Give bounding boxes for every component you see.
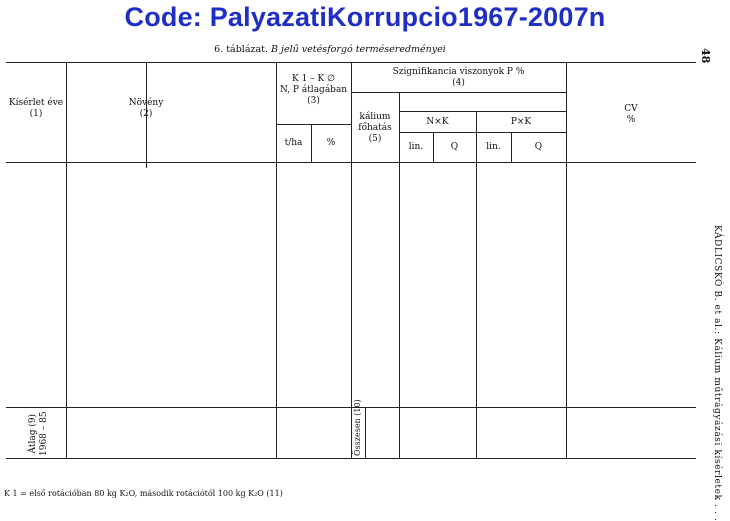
- header-cv: CV %: [624, 104, 638, 125]
- column-divider: [276, 162, 277, 458]
- column-divider: [476, 162, 477, 458]
- table-footnote: K 1 = első rotációban 80 kg K₂O, második rotációtól 100 kg K₂O (11): [4, 489, 283, 498]
- overall-label: Összesen (10): [353, 399, 362, 457]
- caption-title: B jelű vetésforgó terméseredményei: [271, 44, 446, 55]
- page-number: 48: [699, 48, 712, 64]
- column-divider: [566, 162, 567, 458]
- header-nxk-lin: lin.: [408, 142, 424, 152]
- header-crop: Növény (2): [128, 98, 164, 119]
- results-table: [6, 60, 696, 480]
- header-nxk: N×K: [426, 117, 449, 127]
- header-t-ha: t/ha: [284, 138, 303, 148]
- column-divider: [365, 407, 366, 458]
- rule-line: [399, 132, 566, 133]
- rule-line: [6, 458, 696, 459]
- header-pxk-lin: lin.: [486, 142, 501, 152]
- caption-prefix: 6. táblázat.: [214, 44, 269, 55]
- column-divider: [351, 162, 352, 458]
- header-year: Kísérlet éve (1): [8, 98, 64, 119]
- document-banner: Code: PalyazatiKorrupcio1967-2007n: [124, 2, 606, 32]
- header-significance: Szignifikancia viszonyok P % (4): [392, 67, 525, 88]
- header-pxk: P×K: [510, 117, 532, 127]
- column-divider: [66, 162, 67, 458]
- column-divider: [399, 162, 400, 458]
- rule-line: [399, 111, 566, 112]
- header-nxk-q: Q: [450, 142, 459, 152]
- table-caption: [0, 44, 660, 55]
- rule-line: [276, 124, 351, 125]
- header-k-difference: K 1 – K ∅ N, P átlagában (3): [279, 74, 348, 106]
- running-side-title: KÁDLICSKÓ B. et al.: Kálium műtrágyázási kísérletek . . .: [712, 225, 722, 521]
- rule-line: [351, 92, 566, 93]
- header-potassium-main-effect: kálium főhatás (5): [358, 112, 392, 144]
- average-label: Átlag (9) 1968 – 85: [28, 411, 49, 457]
- header-percent: %: [326, 138, 336, 148]
- header-pxk-q: Q: [534, 142, 543, 152]
